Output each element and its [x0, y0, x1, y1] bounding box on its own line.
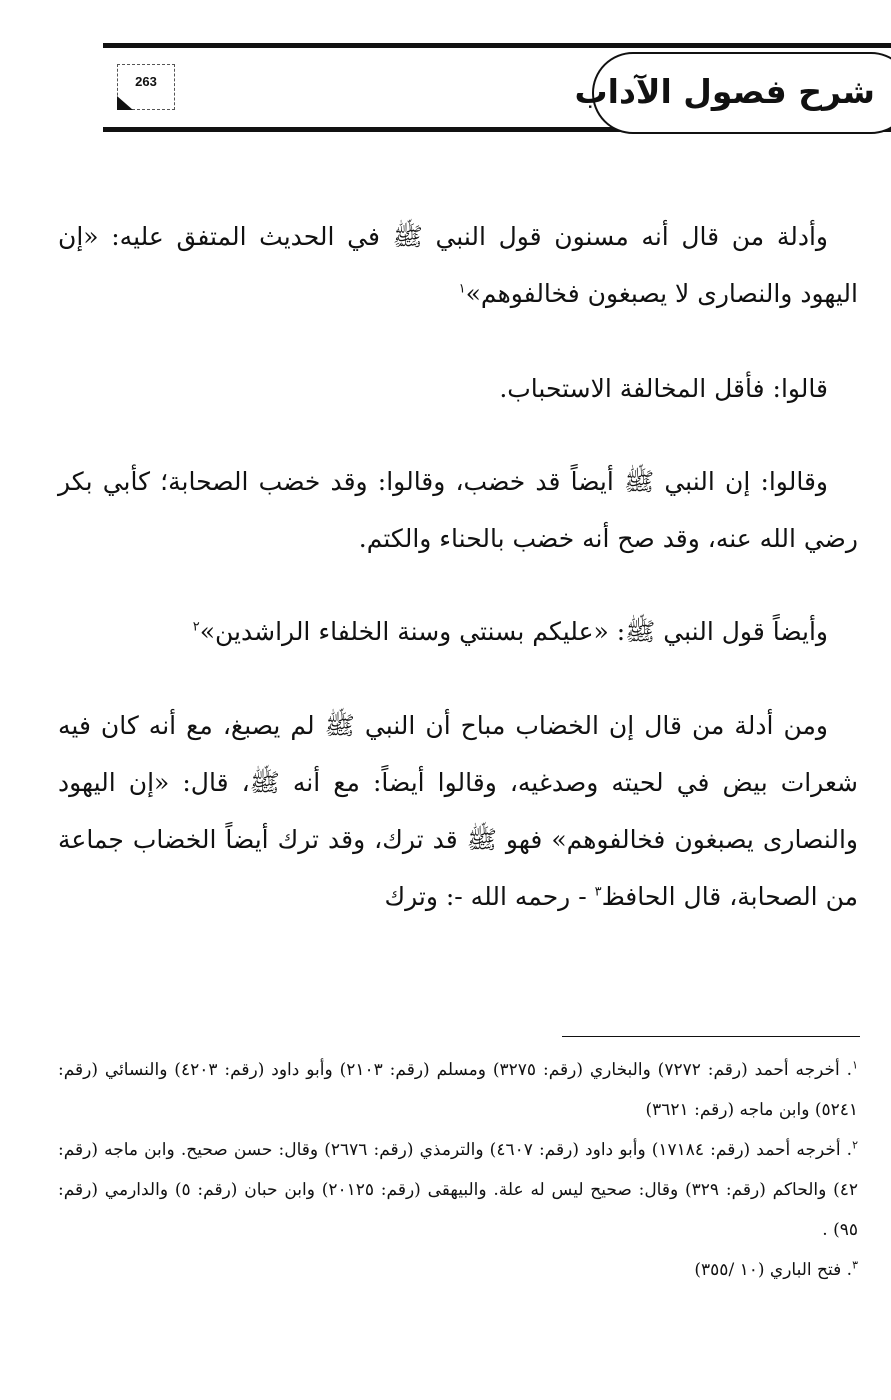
body-paragraph	[58, 697, 858, 925]
footnote-reference: ٣	[594, 884, 602, 900]
body-paragraph	[58, 603, 858, 660]
footnote-reference: ٢	[192, 619, 200, 635]
paragraph-text: وأيضاً قول النبي ﷺ: «عليكم بسنتي وسنة الخلفاء الراشدين»	[199, 617, 828, 646]
footnote-reference: ١	[458, 281, 466, 297]
footnote-number: ٣	[852, 1258, 858, 1272]
footnote	[58, 1250, 858, 1290]
footnotes	[58, 1050, 858, 1290]
footnote-text: . فتح الباري (١٠ /٣٥٥)	[694, 1260, 853, 1280]
paragraph-text: قالوا: فأقل المخالفة الاستحباب.	[499, 374, 828, 403]
page-corner-fold-icon	[117, 96, 133, 110]
paragraph-text: ومن أدلة من قال إن الخضاب مباح أن النبي ﷺ لم يصبغ، مع أنه كان فيه شعرات بيض في لحيته وصدغيه، وقالوا أيضاً: مع أنه ﷺ، قال: «إن اليهود والنصارى يصبغون فخالفوهم» فهو ﷺ قد ترك، وقد ترك أيضاً الخضاب جماعة من الصحابة، قال الحافظ	[58, 711, 858, 911]
paragraph-text: وقالوا: إن النبي ﷺ أيضاً قد خضب، وقالوا: وقد خضب الصحابة؛ كأبي بكر رضي الله عنه، وقد صح أنه خضب بالحناء والكتم.	[58, 467, 858, 553]
footnote-number: ٢	[852, 1138, 859, 1152]
paragraph-text: - رحمه الله -: وترك	[384, 882, 595, 911]
paragraph-text: وأدلة من قال أنه مسنون قول النبي ﷺ في الحديث المتفق عليه: «إن اليهود والنصارى لا يصبغون فخالفوهم»	[58, 222, 858, 308]
footnote-text: . أخرجه أحمد (رقم: ١٧١٨٤) وأبو داود (رقم: ٤٦٠٧) والترمذي (رقم: ٢٦٧٦) وقال: حسن صحيح. وابن ماجه (رقم: ٤٢) والحاكم (رقم: ٣٢٩) وقال: صحيح ليس له علة. والبيهقى (رقم: ٢٠١٢٥) وابن حبان (رقم: ٥) والدارمي (رقم: ٩٥) .	[58, 1140, 859, 1240]
page-number: 263	[135, 74, 157, 89]
footnote-separator	[562, 1036, 860, 1037]
body-paragraph	[58, 453, 858, 567]
body-paragraph	[58, 360, 858, 417]
body-paragraph	[58, 208, 858, 322]
footnote-text: . أخرجه أحمد (رقم: ٧٢٧٢) والبخاري (رقم: ٣٢٧٥) ومسلم (رقم: ٢١٠٣) وأبو داود (رقم: ٤٢٠٣) والنسائي (رقم: ٥٢٤١) وابن ماجه (رقم: ٣٦٢١)	[58, 1060, 858, 1120]
footnote-number: ١	[852, 1058, 858, 1072]
book-title: شرح فصول الآداب	[574, 72, 875, 111]
footnote	[58, 1050, 858, 1130]
header-top-rule	[103, 43, 891, 48]
footnote	[58, 1130, 858, 1250]
